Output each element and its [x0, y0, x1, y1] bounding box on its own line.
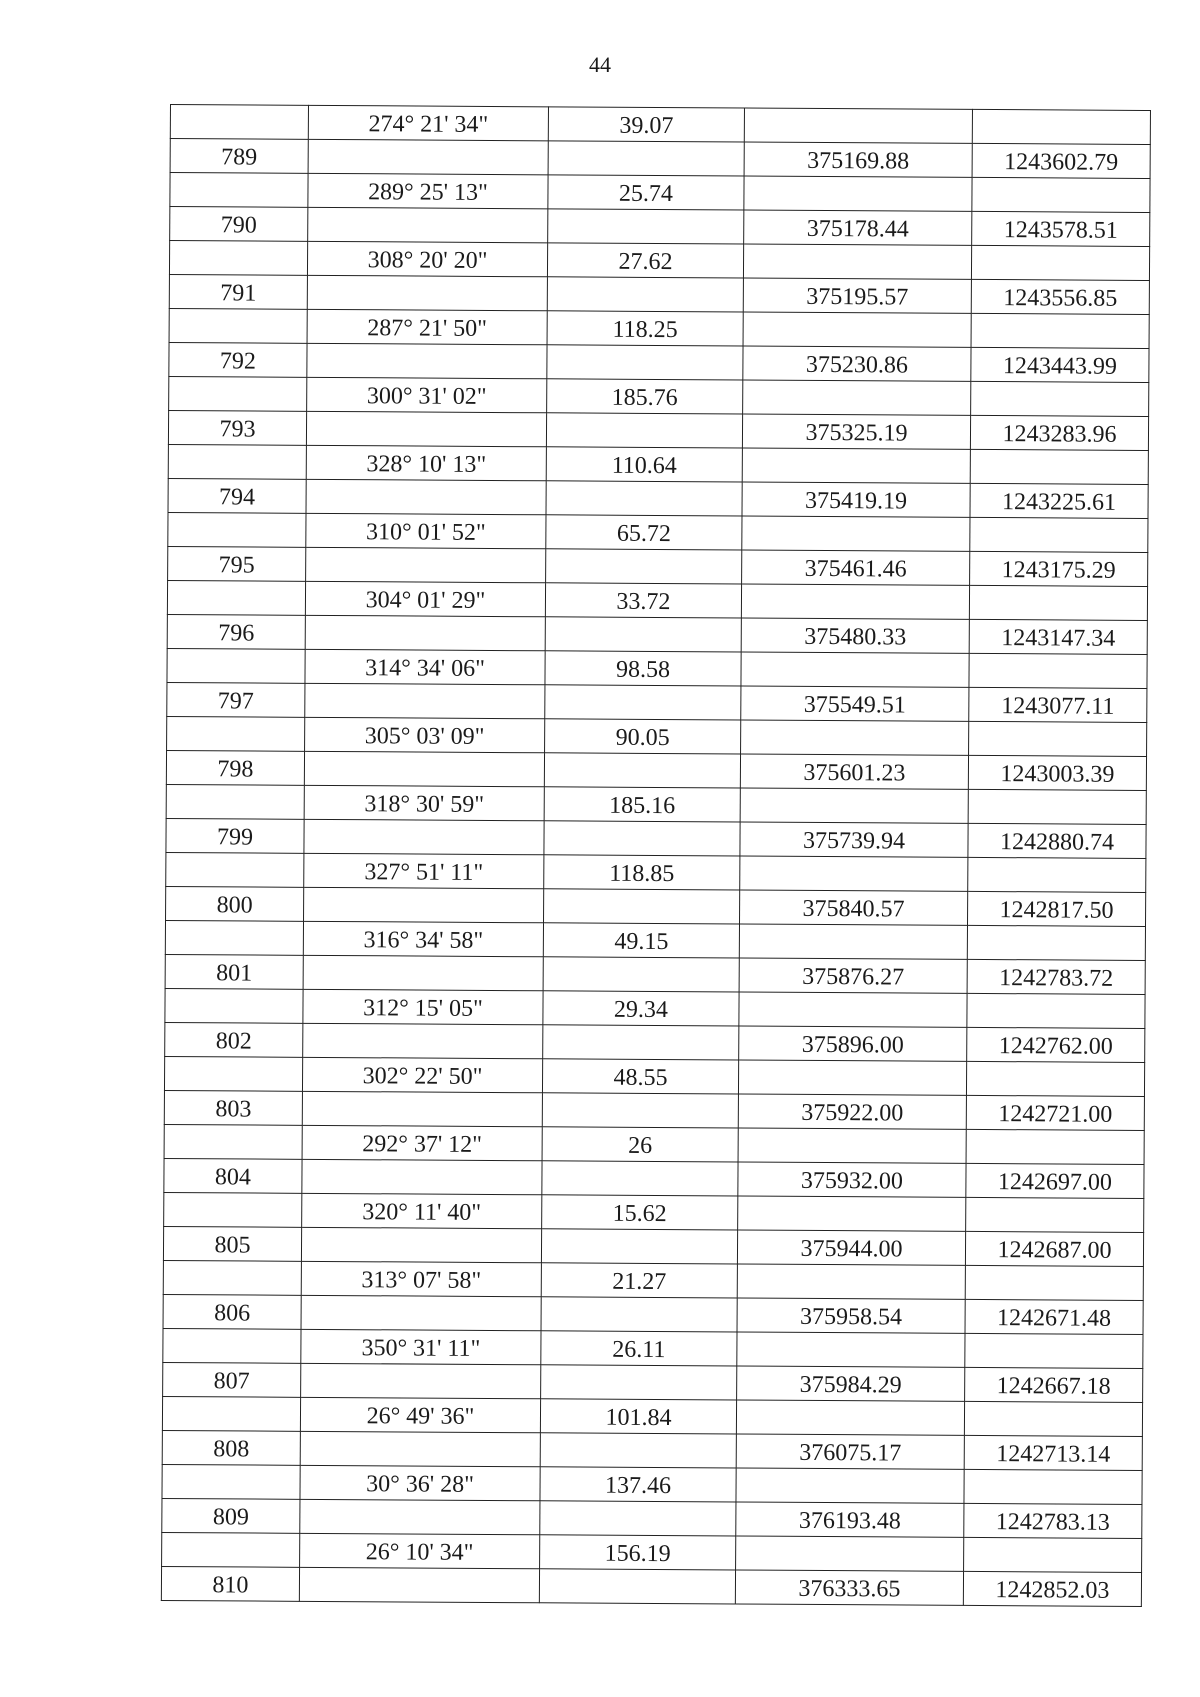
easting-cell: 375932.00 — [738, 1162, 966, 1197]
empty-cell — [169, 376, 307, 411]
distance-cell: 90.05 — [545, 719, 741, 754]
empty-cell — [302, 1159, 542, 1194]
bearing-cell: 305° 03' 09" — [305, 717, 545, 752]
easting-cell: 375169.88 — [744, 142, 972, 177]
empty-cell — [546, 549, 742, 584]
empty-cell — [165, 988, 303, 1023]
empty-cell — [965, 1333, 1143, 1368]
northing-cell: 1243225.61 — [970, 483, 1148, 518]
empty-cell — [304, 887, 544, 922]
empty-cell — [740, 856, 968, 891]
distance-cell: 185.76 — [547, 379, 743, 414]
empty-cell — [301, 1227, 541, 1262]
northing-cell: 1243175.29 — [970, 551, 1148, 586]
station-id-cell: 797 — [167, 682, 305, 717]
coordinates-table-body — [161, 105, 1150, 1607]
empty-cell — [742, 448, 970, 483]
empty-cell — [738, 1196, 966, 1231]
empty-cell — [972, 109, 1150, 144]
easting-cell: 376075.17 — [736, 1434, 964, 1469]
empty-cell — [969, 653, 1147, 688]
northing-cell: 1242697.00 — [966, 1163, 1144, 1198]
empty-cell — [162, 1532, 300, 1567]
distance-cell: 39.07 — [548, 107, 744, 142]
empty-cell — [305, 683, 545, 718]
station-id-cell: 805 — [163, 1226, 301, 1261]
empty-cell — [738, 1128, 966, 1163]
bearing-cell: 304° 01' 29" — [305, 581, 545, 616]
distance-cell: 137.46 — [540, 1467, 736, 1502]
station-id-cell: 790 — [170, 207, 308, 242]
distance-cell: 27.62 — [547, 243, 743, 278]
empty-cell — [736, 1400, 964, 1435]
empty-cell — [543, 1025, 739, 1060]
easting-cell: 375739.94 — [740, 822, 968, 857]
page-number: 44 — [589, 52, 611, 77]
bearing-cell: 308° 20' 20" — [307, 241, 547, 276]
empty-cell — [967, 993, 1145, 1028]
empty-cell — [548, 209, 744, 244]
empty-cell — [744, 108, 972, 143]
station-id-cell: 803 — [164, 1090, 302, 1125]
easting-cell: 375325.19 — [742, 414, 970, 449]
empty-cell — [964, 1537, 1142, 1572]
empty-cell — [737, 1332, 965, 1367]
distance-cell: 15.62 — [542, 1195, 738, 1230]
empty-cell — [542, 1161, 738, 1196]
distance-cell: 26 — [542, 1127, 738, 1162]
northing-cell: 1243443.99 — [971, 347, 1149, 382]
distance-cell: 29.34 — [543, 991, 739, 1026]
empty-cell — [540, 1501, 736, 1536]
empty-cell — [737, 1264, 965, 1299]
empty-cell — [166, 852, 304, 887]
easting-cell: 375480.33 — [741, 618, 969, 653]
station-id-cell: 792 — [169, 342, 307, 377]
empty-cell — [545, 685, 741, 720]
empty-cell — [736, 1468, 964, 1503]
empty-cell — [539, 1569, 735, 1604]
station-id-cell: 798 — [166, 750, 304, 785]
empty-cell — [165, 920, 303, 955]
empty-cell — [304, 819, 544, 854]
empty-cell — [547, 345, 743, 380]
empty-cell — [299, 1567, 539, 1602]
northing-cell: 1242817.50 — [967, 891, 1145, 926]
empty-cell — [971, 245, 1149, 280]
bearing-cell: 320° 11' 40" — [302, 1193, 542, 1228]
empty-cell — [969, 585, 1147, 620]
empty-cell — [164, 1056, 302, 1091]
northing-cell: 1242762.00 — [967, 1027, 1145, 1062]
northing-cell: 1242721.00 — [966, 1095, 1144, 1130]
empty-cell — [300, 1431, 540, 1466]
empty-cell — [970, 449, 1148, 484]
empty-cell — [742, 516, 970, 551]
empty-cell — [167, 716, 305, 751]
distance-cell: 118.25 — [547, 311, 743, 346]
empty-cell — [736, 1536, 964, 1571]
easting-cell: 375195.57 — [743, 278, 971, 313]
bearing-cell: 292° 37' 12" — [302, 1125, 542, 1160]
empty-cell — [544, 889, 740, 924]
easting-cell: 376193.48 — [736, 1502, 964, 1537]
easting-cell: 375896.00 — [739, 1026, 967, 1061]
easting-cell: 375840.57 — [740, 890, 968, 925]
distance-cell: 185.16 — [544, 787, 740, 822]
bearing-cell: 26° 10' 34" — [300, 1533, 540, 1568]
empty-cell — [970, 517, 1148, 552]
empty-cell — [743, 380, 971, 415]
easting-cell: 375230.86 — [743, 346, 971, 381]
empty-cell — [162, 1464, 300, 1499]
station-id-cell: 802 — [165, 1022, 303, 1057]
northing-cell: 1243283.96 — [970, 415, 1148, 450]
bearing-cell: 302° 22' 50" — [302, 1057, 542, 1092]
empty-cell — [306, 547, 546, 582]
empty-cell — [971, 313, 1149, 348]
station-id-cell: 809 — [162, 1498, 300, 1533]
coordinates-table — [161, 104, 1151, 1607]
station-id-cell: 791 — [169, 274, 307, 309]
empty-cell — [303, 955, 543, 990]
distance-cell: 26.11 — [541, 1331, 737, 1366]
empty-cell — [306, 479, 546, 514]
easting-cell: 375922.00 — [738, 1094, 966, 1129]
bearing-cell: 274° 21' 34" — [308, 105, 548, 140]
station-id-cell: 789 — [170, 139, 308, 174]
bearing-cell: 327° 51' 11" — [304, 853, 544, 888]
empty-cell — [964, 1401, 1142, 1436]
distance-cell: 156.19 — [540, 1535, 736, 1570]
empty-cell — [300, 1499, 540, 1534]
empty-cell — [544, 753, 740, 788]
empty-cell — [305, 615, 545, 650]
empty-cell — [965, 1265, 1143, 1300]
northing-cell: 1242783.72 — [967, 959, 1145, 994]
easting-cell: 375958.54 — [737, 1298, 965, 1333]
empty-cell — [301, 1363, 541, 1398]
empty-cell — [167, 580, 305, 615]
empty-cell — [306, 411, 546, 446]
distance-cell: 48.55 — [542, 1059, 738, 1094]
station-id-cell: 808 — [162, 1430, 300, 1465]
northing-cell: 1242667.18 — [965, 1367, 1143, 1402]
easting-cell: 375178.44 — [744, 210, 972, 245]
empty-cell — [548, 141, 744, 176]
station-row — [161, 1566, 1141, 1606]
empty-cell — [167, 648, 305, 683]
empty-cell — [168, 512, 306, 547]
empty-cell — [741, 720, 969, 755]
empty-cell — [540, 1433, 736, 1468]
station-id-cell: 796 — [167, 614, 305, 649]
easting-cell: 375461.46 — [742, 550, 970, 585]
empty-cell — [164, 1192, 302, 1227]
northing-cell: 1242852.03 — [963, 1571, 1141, 1606]
empty-cell — [967, 925, 1145, 960]
empty-cell — [972, 177, 1150, 212]
station-id-cell: 795 — [168, 546, 306, 581]
empty-cell — [968, 789, 1146, 824]
easting-cell: 375549.51 — [741, 686, 969, 721]
empty-cell — [741, 584, 969, 619]
empty-cell — [541, 1297, 737, 1332]
northing-cell: 1242687.00 — [965, 1231, 1143, 1266]
easting-cell: 375419.19 — [742, 482, 970, 517]
empty-cell — [971, 381, 1149, 416]
empty-cell — [966, 1197, 1144, 1232]
station-id-cell: 810 — [161, 1566, 299, 1601]
empty-cell — [543, 957, 739, 992]
bearing-cell: 350° 31' 11" — [301, 1329, 541, 1364]
station-id-cell: 806 — [163, 1294, 301, 1329]
empty-cell — [170, 105, 308, 140]
empty-cell — [968, 857, 1146, 892]
empty-cell — [743, 244, 971, 279]
northing-cell: 1242713.14 — [964, 1435, 1142, 1470]
easting-cell: 375876.27 — [739, 958, 967, 993]
empty-cell — [170, 173, 308, 208]
distance-cell: 98.58 — [545, 651, 741, 686]
empty-cell — [169, 241, 307, 276]
bearing-cell: 314° 34' 06" — [305, 649, 545, 684]
empty-cell — [544, 821, 740, 856]
empty-cell — [969, 721, 1147, 756]
empty-cell — [168, 444, 306, 479]
bearing-cell: 289° 25' 13" — [308, 173, 548, 208]
distance-cell: 21.27 — [541, 1263, 737, 1298]
bearing-cell: 312° 15' 05" — [303, 989, 543, 1024]
empty-cell — [966, 1129, 1144, 1164]
empty-cell — [304, 751, 544, 786]
empty-cell — [541, 1365, 737, 1400]
empty-cell — [166, 784, 304, 819]
bearing-cell: 310° 01' 52" — [306, 513, 546, 548]
northing-cell: 1243556.85 — [971, 279, 1149, 314]
empty-cell — [308, 139, 548, 174]
station-id-cell: 794 — [168, 478, 306, 513]
empty-cell — [163, 1260, 301, 1295]
coordinates-table-wrapper — [161, 104, 1150, 1607]
distance-cell: 33.72 — [545, 583, 741, 618]
empty-cell — [303, 1023, 543, 1058]
distance-cell: 49.15 — [543, 923, 739, 958]
bearing-cell: 328° 10' 13" — [306, 445, 546, 480]
bearing-cell: 313° 07' 58" — [301, 1261, 541, 1296]
empty-cell — [307, 343, 547, 378]
station-id-cell: 807 — [163, 1362, 301, 1397]
empty-cell — [164, 1124, 302, 1159]
bearing-cell: 30° 36' 28" — [300, 1465, 540, 1500]
bearing-cell: 318° 30' 59" — [304, 785, 544, 820]
empty-cell — [966, 1061, 1144, 1096]
distance-cell: 101.84 — [540, 1399, 736, 1434]
empty-cell — [302, 1091, 542, 1126]
easting-cell: 376333.65 — [735, 1570, 963, 1605]
empty-cell — [308, 207, 548, 242]
empty-cell — [739, 924, 967, 959]
northing-cell: 1242783.13 — [964, 1503, 1142, 1538]
empty-cell — [545, 617, 741, 652]
bearing-cell: 300° 31' 02" — [307, 377, 547, 412]
empty-cell — [547, 277, 743, 312]
northing-cell: 1242880.74 — [968, 823, 1146, 858]
station-id-cell: 800 — [166, 886, 304, 921]
bearing-cell: 316° 34' 58" — [303, 921, 543, 956]
distance-cell: 65.72 — [546, 515, 742, 550]
distance-cell: 25.74 — [548, 175, 744, 210]
empty-cell — [163, 1328, 301, 1363]
northing-cell: 1243578.51 — [972, 211, 1150, 246]
distance-cell: 118.85 — [544, 855, 740, 890]
station-id-cell: 801 — [165, 954, 303, 989]
northing-cell: 1243602.79 — [972, 143, 1150, 178]
empty-cell — [546, 413, 742, 448]
easting-cell: 375984.29 — [737, 1366, 965, 1401]
empty-cell — [542, 1093, 738, 1128]
easting-cell: 375601.23 — [740, 754, 968, 789]
empty-cell — [741, 652, 969, 687]
station-id-cell: 799 — [166, 818, 304, 853]
empty-cell — [162, 1396, 300, 1431]
empty-cell — [739, 992, 967, 1027]
northing-cell: 1243077.11 — [969, 687, 1147, 722]
northing-cell: 1243003.39 — [968, 755, 1146, 790]
empty-cell — [744, 176, 972, 211]
empty-cell — [546, 481, 742, 516]
empty-cell — [740, 788, 968, 823]
distance-cell: 110.64 — [546, 447, 742, 482]
northing-cell: 1243147.34 — [969, 619, 1147, 654]
empty-cell — [541, 1229, 737, 1264]
empty-cell — [301, 1295, 541, 1330]
easting-cell: 375944.00 — [737, 1230, 965, 1265]
station-id-cell: 804 — [164, 1158, 302, 1193]
bearing-cell: 26° 49' 36" — [300, 1397, 540, 1432]
empty-cell — [743, 312, 971, 347]
station-id-cell: 793 — [168, 410, 306, 445]
northing-cell: 1242671.48 — [965, 1299, 1143, 1334]
empty-cell — [738, 1060, 966, 1095]
empty-cell — [169, 308, 307, 343]
bearing-cell: 287° 21' 50" — [307, 309, 547, 344]
empty-cell — [964, 1469, 1142, 1504]
empty-cell — [307, 275, 547, 310]
